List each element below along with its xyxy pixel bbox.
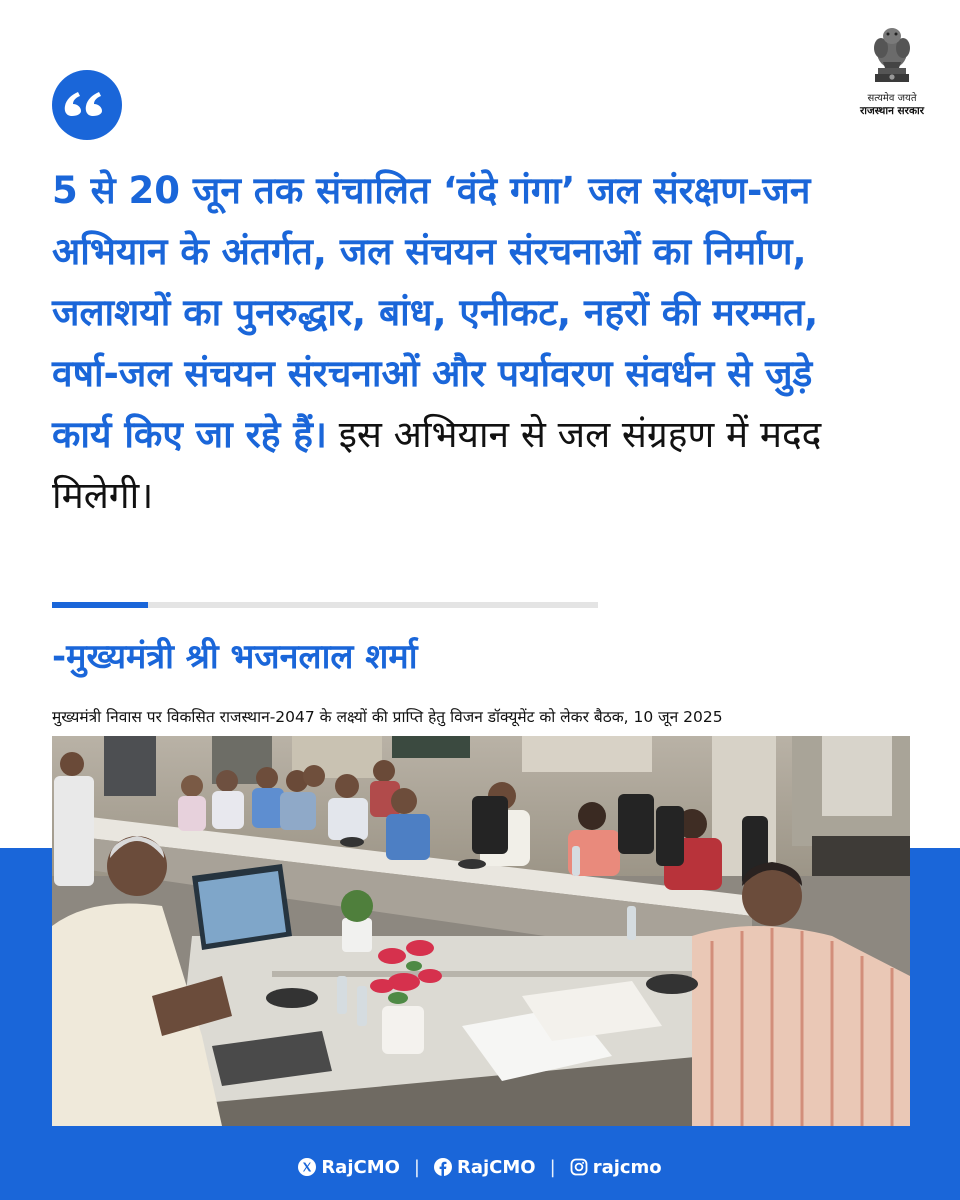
quote-icon — [52, 70, 122, 140]
footer-separator: | — [549, 1156, 556, 1178]
instagram-handle[interactable] — [570, 1157, 662, 1178]
facebook-handle[interactable] — [434, 1157, 536, 1178]
footer-separator: | — [413, 1156, 420, 1178]
x-handle[interactable] — [298, 1157, 400, 1178]
social-footer — [0, 1150, 960, 1184]
quote-highlighted-text: 5 से 20 जून तक संचालित ‘वंदे गंगा’ जल संरक्षण-जन अभियान के अंतर्गत, जल संचयन संरचनाओं का निर्माण, जलाशयों का पुनरुद्धार, बांध, एनीकट, नहरों की मरम्मत, वर्षा-जल संचयन संरचनाओं और पर्यावरण संवर्धन से जुड़े कार्य किए जा रहे हैं। — [52, 169, 819, 456]
photo-caption: मुख्यमंत्री निवास पर विकसित राजस्थान-2047 के लक्ष्यों की प्राप्ति हेतु विजन डॉक्यूमेंट को लेकर बैठक, 10 जून 2025 — [52, 708, 723, 726]
x-handle-label: RajCMO — [321, 1156, 400, 1178]
facebook-handle-label: RajCMO — [457, 1156, 536, 1178]
emblem-motto: सत्यमेव जयते — [867, 93, 917, 104]
speaker-name: -मुख्यमंत्री श्री भजनलाल शर्मा — [52, 637, 418, 677]
quote-text — [52, 160, 882, 526]
x-logo-icon — [298, 1158, 316, 1176]
quote-plain-text: इस अभियान से जल संग्रहण में मदद मिलेगी। — [52, 413, 822, 517]
meeting-photo — [52, 736, 910, 1126]
instagram-handle-label: rajcmo — [592, 1156, 662, 1178]
emblem-government-name: राजस्थान सरकार — [859, 105, 925, 117]
instagram-logo-icon — [570, 1158, 588, 1176]
divider-accent — [52, 602, 148, 608]
state-emblem — [852, 18, 932, 128]
state-emblem-icon — [869, 18, 915, 88]
facebook-logo-icon — [434, 1158, 452, 1176]
